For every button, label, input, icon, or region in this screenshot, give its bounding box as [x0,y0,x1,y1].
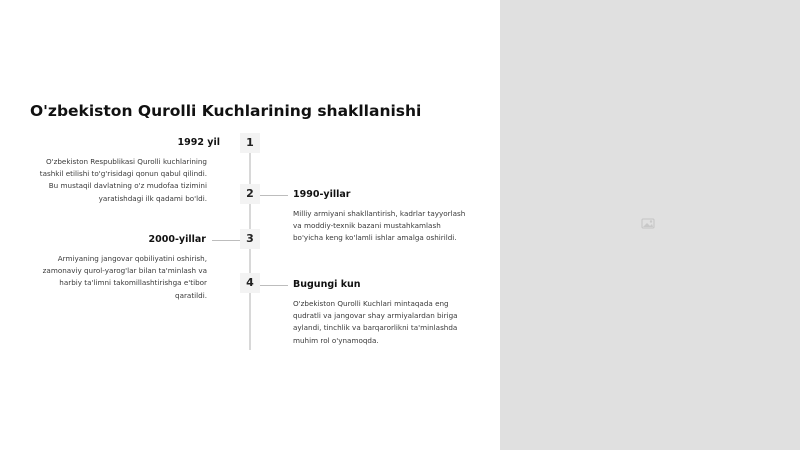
timeline-connector-2 [260,195,288,196]
timeline-marker-1: 1 [240,133,260,153]
timeline-connector-4 [260,285,288,286]
timeline-text-4: O'zbekiston Qurolli Kuchlari mintaqada eng qudratli va jangovar shay armiyalardan biriga aylandi, tinchlik va barqarorlikni ta'minlashda muhim rol o'ynamoqda. [293,299,458,345]
timeline-marker-2: 2 [240,184,260,204]
timeline-marker-4: 4 [240,273,260,293]
timeline-text-1: O'zbekiston Respublikasi Qurolli kuchlarining tashkil etilishi to'g'risidagi qonun qabul qilindi. Bu mustaqil davlatning o'z mudofaa tizimini yaratishdagi ilk qadami bo'ldi. [39,157,207,203]
timeline-heading-1: 1992 yil [177,137,220,148]
slide-title: O'zbekiston Qurolli Kuchlarining shakllanishi [30,102,422,120]
timeline-axis [249,150,251,350]
image-placeholder-icon [641,216,655,230]
timeline-connector-3 [212,240,240,241]
timeline-text-2: Milliy armiyani shakllantirish, kadrlar tayyorlash va moddiy-texnik bazani mustahkamlash bo'yicha keng ko'lamli ishlar amalga oshirildi. [293,209,466,243]
timeline-heading-2: 1990-yillar [293,189,351,200]
timeline-marker-3: 3 [240,229,260,249]
timeline-heading-4: Bugungi kun [293,279,361,290]
timeline-heading-3: 2000-yillar [148,234,206,245]
timeline-text-3: Armiyaning jangovar qobiliyatini oshirish, zamonaviy qurol-yarog'lar bilan ta'minlash va harbiy ta'limni takomillashtirishga e'tibor qaratildi. [42,254,207,300]
